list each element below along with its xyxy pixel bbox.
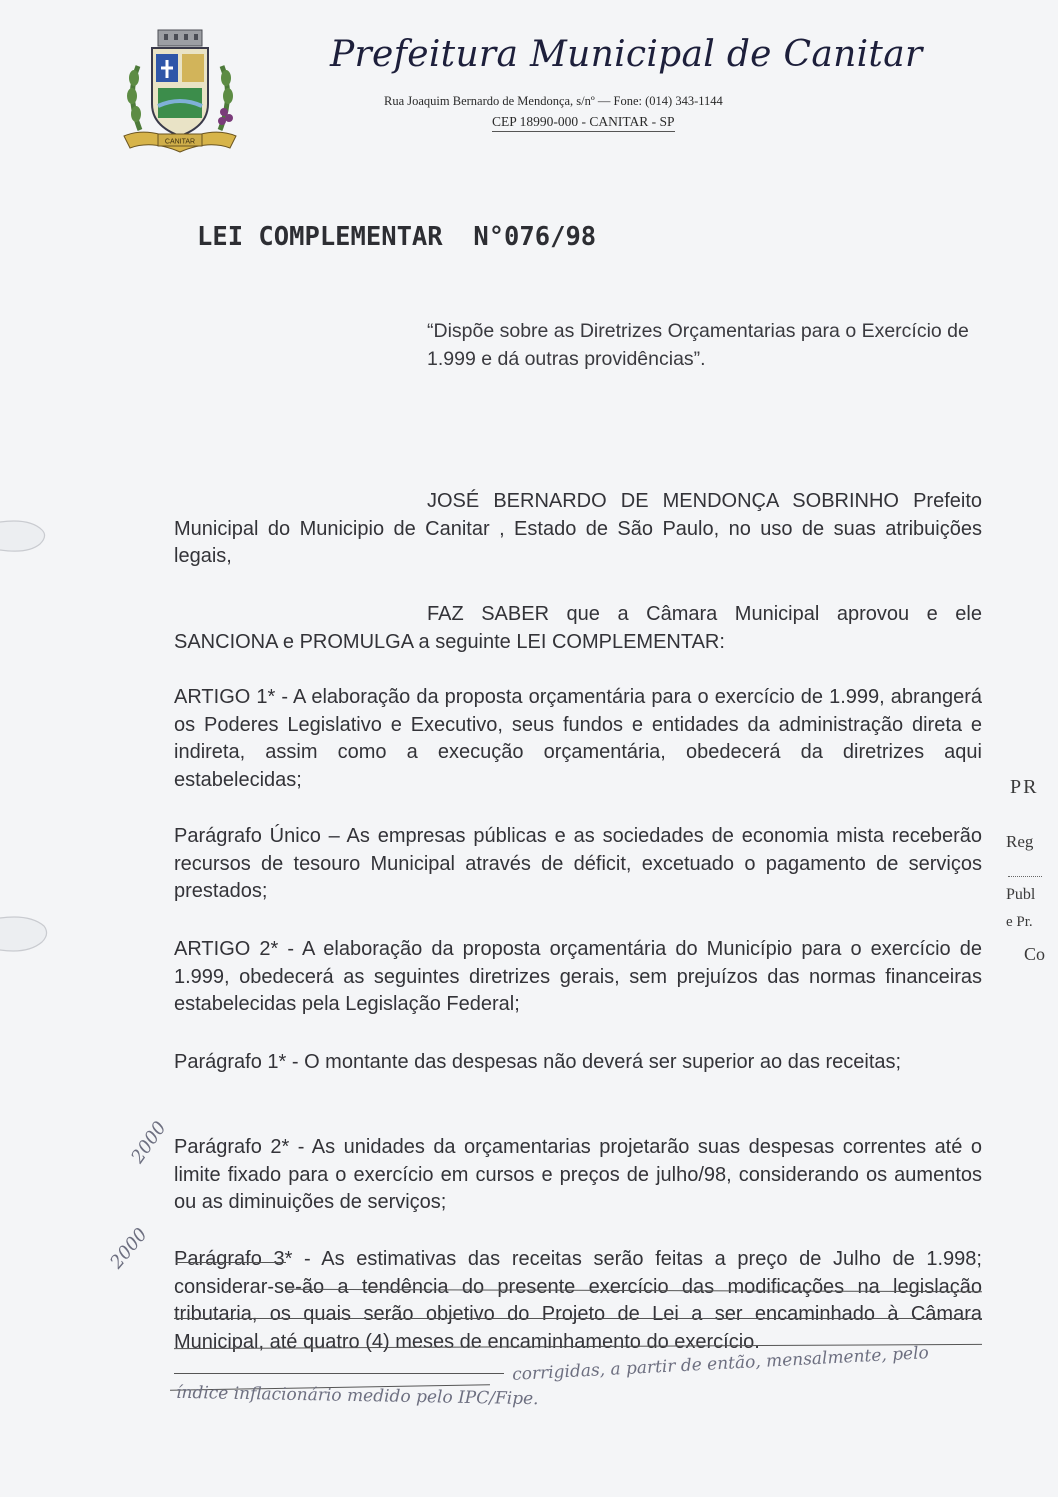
letterhead-cep: CEP 18990-000 - CANITAR - SP	[492, 114, 675, 132]
faz-saber-paragraph: FAZ SABER que a Câmara Municipal aprovou e ele SANCIONA e PROMULGA a seguinte LEI COMPLEMENTAR:	[174, 603, 982, 653]
margin-fragment: e Pr.	[1006, 914, 1033, 930]
margin-dotted-line	[1008, 876, 1042, 877]
punch-hole-mark	[0, 512, 62, 560]
municipal-crest-logo	[118, 26, 242, 156]
handwritten-note-line-2: índice inflacionário medido pelo IPC/Fipe.	[175, 1382, 539, 1410]
handwritten-margin-year: 2000	[127, 1117, 171, 1168]
article-1-single-paragraph: Parágrafo Único – As empresas públicas e as sociedades de economia mista receberão recursos de tesouro Municipal através de déficit, excetuado o pagamento de serviços prestados;	[174, 825, 982, 902]
letterhead-title: Prefeitura Municipal de Canitar	[330, 34, 923, 75]
pen-strike	[174, 1318, 982, 1319]
article-2: ARTIGO 2* - A elaboração da proposta orçamentária do Município para o exercício de 1.999, obedecerá as seguintes diretrizes gerais, sem prejuízos das normas financeiras estabelecidas pela Legislação Federal;	[174, 938, 982, 1015]
pen-strike	[176, 1262, 286, 1263]
margin-fragment: Publ	[1006, 886, 1036, 903]
article-1: ARTIGO 1* - A elaboração da proposta orçamentária para o exercício de 1.999, abrangerá os Poderes Legislativo e Executivo, seus fundos e entidades da administração direta e indireta, assim como a execução orçamentária, obedecerá da diretrizes aqui estabelecidas;	[174, 686, 982, 791]
letterhead-address: Rua Joaquim Bernardo de Mendonça, s/nº — Fone: (014) 343-1144	[384, 94, 723, 108]
margin-fragment: Co	[1024, 944, 1046, 964]
crest-ribbon-text: CANITAR	[164, 138, 196, 146]
intro-mayor-paragraph: JOSÉ BERNARDO DE MENDONÇA SOBRINHO Prefeito Municipal do Municipio de Canitar , Estado de São Paulo, no uso de suas atribuições legais,	[174, 490, 982, 567]
law-title: LEI COMPLEMENTAR N°076/98	[197, 222, 597, 252]
margin-fragment: PR	[1010, 776, 1039, 798]
handwritten-margin-year: 2000	[106, 1224, 152, 1273]
article-2-paragraph-3: Parágrafo 3* - As estimativas das receitas serão feitas a preço de Julho de 1.998; considerar-se-ão a tendência do presente exercício das modificações na legislação tributaria, os quais serão objetivo do Projeto de Lei a ser encaminhado à Câmara Municipal, até quatro (4) meses de encaminhamento do exercício.	[174, 1248, 982, 1353]
handwritten-note-line-1: corrigidas, a partir de então, mensalmente, pelo	[511, 1343, 930, 1385]
article-2-paragraph-1: Parágrafo 1* - O montante das despesas não deverá ser superior ao das receitas;	[174, 1051, 902, 1073]
law-summary: “Dispõe sobre as Diretrizes Orçamentarias para o Exercício de 1.999 e dá outras providências”.	[427, 320, 969, 370]
margin-fragment: Reg	[1006, 832, 1034, 851]
punch-hole-mark	[0, 910, 62, 958]
pen-strike	[174, 1373, 504, 1374]
article-2-paragraph-2: Parágrafo 2* - As unidades da orçamentarias projetarão suas despesas correntes até o limite fixado para o exercício em cursos e preços de julho/98, considerando os aumentos ou as diminuições de serviços;	[174, 1136, 982, 1213]
